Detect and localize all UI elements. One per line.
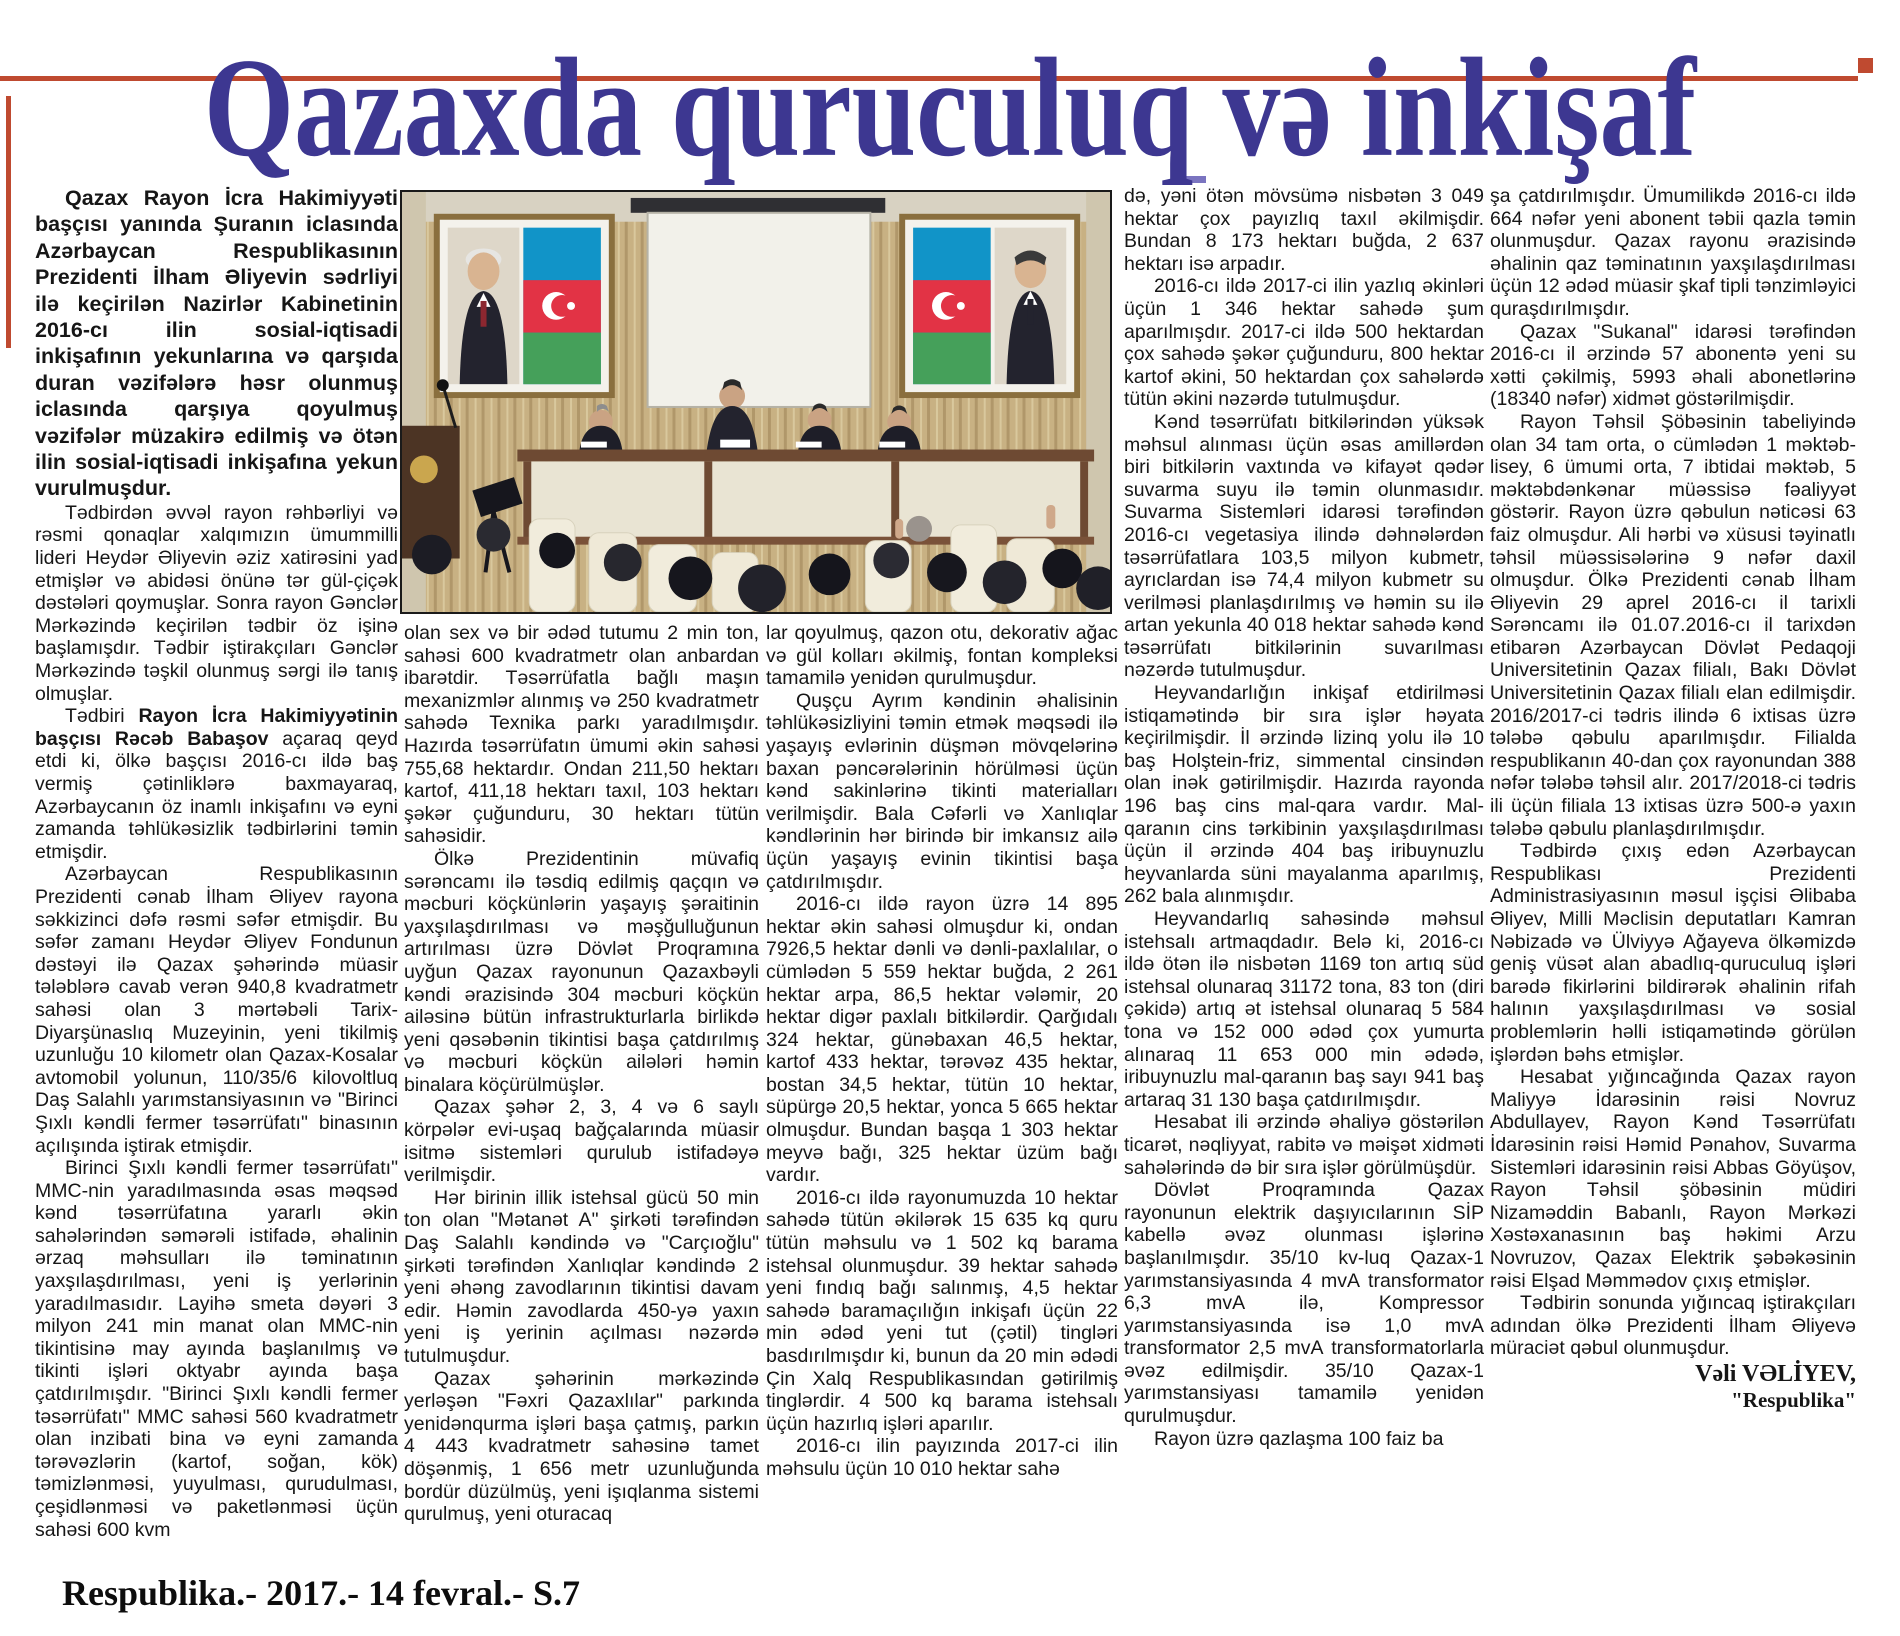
paragraph: Qazax şəhər 2, 3, 4 və 6 saylı körpələr evi-uşaq bağçalarında müasir isitmə sistemləri qurulub istifadəyə verilmişdir. (404, 1096, 759, 1187)
projection-screen (631, 198, 886, 407)
paragraph: lar qoyulmuş, qazon otu, dekorativ ağac və gül kolları əkilmiş, fontan kompleksi tamamilə yenidən qurulmuşdur. (766, 622, 1118, 690)
presidium-table (517, 440, 1094, 545)
text-column-4 (1124, 185, 1484, 1575)
paragraph: Heyvandarlıq sahəsində məhsul istehsalı artmaqdadır. Belə ki, 2016-cı ildə ötən ilə nisbətən 1169 ton artıq süd istehsal olunaraq 31172 tona, 83 ton (diri çəkidə) artıq ət istehsal olunaraq 5 584 tona və 152 000 ədəd çox yumurta alınaraq 11 653 000 min ədədə, iribuynuzlu mal-qaranın baş sayı 941 baş artaraq 31 130 başa çatdırılmışdır. (1124, 908, 1484, 1111)
paragraph: Kənd təsərrüfatı bitkilərindən yüksək məhsul alınması üçün əsas amillərdən biri bitkilərin vaxtında və kifayət qədər suvarma suyu ilə təmin olunmasıdır. Suvarma Sistemləri idarəsi tərəfindən 2016-cı vegetasiya ilində dəhnələrdən təsərrüfatlara 103,5 milyon kubmetr, ayrıclardan isə 74,4 milyon kubmetr su verilməsi planlaşdırılmış və həmin su ilə artan yekunla 40 018 hektar sahədə kənd təsərrüfatı bitkilərinin suvarılması nəzərdə tutulmuşdur. (1124, 410, 1484, 682)
paragraph: Tədbirdən əvvəl rayon rəhbərliyi və rəsmi qonaqlar xalqımızın ümummilli lideri Heydər Əliyevin əziz xatirəsini yad etmişlər və abidəsi önünə tər gül-çiçək dəstələri qoymuşlar. Sonra rayon Gənclər Mərkəzində keçirilən tədbir öz işinə başlamışdır. Tədbir iştirakçıları Gənclər Mərkəzində təşkil olunmuş sərgi ilə tanış olmuşlar. (35, 501, 398, 705)
article-headline: Qazaxda quruculuq və inkişaf (203, 30, 1697, 187)
paragraph: Rayon Təhsil Şöbəsinin tabeliyində olan 34 tam orta, o cümlədən 1 məktəb-lisey, 6 ümumi orta, 7 ibtidai məktəb, 5 məktəbdənkənar müəssisə fəaliyyət göstərir. Rayon üzrə qəbulun nəticəsi 63 faiz olmuşdur. Ali hərbi və xüsusi təyinatlı təhsil müəssisələrinə 9 nəfər daxil olmuşdur. Ölkə Prezidenti cənab İlham Əliyevin 29 aprel 2016-cı il tarixli Sərəncamı ilə 01.07.2016-cı il tarixdən etibarən Azərbaycan Dövlət Pedaqoji Universitetinin Qazax filialı, Bakı Dövlət Universitetinin Qazax filialı elan edilmişdir. 2016/2017-ci tədris ilində 6 ixtisas üzrə tələbə qəbulu aparılmışdır. Filialda respublikanın 40-dan çox rayonundan 388 nəfər tələbə təhsil alır. 2017/2018-ci tədris ili üçün filiala 13 ixtisas üzrə 500-ə yaxın tələbə qəbulu planlaşdırılmışdır. (1490, 410, 1856, 840)
paragraph: şa çatdırılmışdır. Ümumilikdə 2016-cı ildə 664 nəfər yeni abonent təbii qazla təmin olunmuşdur. Qazax rayonu ərazisində əhalinin qaz təminatının yaxşılaşdırılması üçün 12 ədəd müasir şkaf tipli tənzimləyici quraşdırılmışdır. (1490, 185, 1856, 320)
text-column-3 (766, 622, 1118, 1554)
paragraph: Hər birinin illik istehsal gücü 50 min ton olan "Mətanət A" şirkəti tərəfindən Daş Salahlı kəndində və "Carçıoğlu" şirkəti tərəfindən Xanlıqlar kəndində 2 yeni əhəng zavodlarının tikintisi davam edir. Həmin zavodlarda 450-yə yaxın yeni iş yerinin açılması nəzərdə tutulmuşdur. (404, 1186, 759, 1367)
paragraph: Qazax "Sukanal" idarəsi tərəfindən 2016-cı il ərzində 57 abonentə yeni su xətti çəkilmiş, 5993 əhali abonetlərinə (18340 nəfər) xidmət göstərilmişdir. (1490, 320, 1856, 411)
paragraph: Qazax Rayon İcra Hakimiyyəti başçısı yanında Şuranın iclasında Azərbaycan Respublikasının Prezidenti İlham Əliyevin sədrliyi ilə keçirilən Nazirlər Kabinetinin 2016-cı ilin sosial-iqtisadi inkişafının yekunlarına və qarşıda duran vəzifələrə həsr olunmuş iclasında qarşıya qoyulmuş vəzifələr müzakirə edilmiş və ötən ilin sosial-iqtisadi inkişafına yekun vurulmuşdur. (35, 186, 398, 501)
paragraph: olan sex və bir ədəd tutumu 2 min ton, sahəsi 600 kvadratmetr olan anbardan ibarətdir. Təsərrüfatla bağlı maşın mexanizmlər alınmış və 250 kvadratmetr sahədə Texnika parkı yaradılmışdır. Hazırda təsərrüfatın ümumi əkin sahəsi 755,68 hektardır. Ondan 211,50 hektarı kartof, 411,18 hektarı taxıl, 103 hektarı şəkər çuğunduru, 30 hektarı tütün sahəsidir. (404, 622, 759, 848)
heydar-aliyev-portrait (434, 214, 615, 398)
text-column-1 (35, 185, 398, 1567)
paragraph: Tədbirin sonunda yığıncaq iştirakçıları adından ölkə Prezidenti İlham Əliyevə müraciət qəbul olunmuşdur. (1490, 1292, 1856, 1360)
source-citation: Respublika.- 2017.- 14 fevral.- S.7 (62, 1573, 581, 1613)
paragraph: "Respublika" (1731, 1387, 1856, 1412)
paragraph: 2016-cı ildə 2017-ci ilin yazlıq əkinləri üçün 1 346 hektar sahədə şum aparılmışdır. 2017-ci ildə 500 hektardan çox sahədə şəkər çuğunduru, 800 hektar kartof əkini, 50 hektardan çox sahələrdə tütün əkini nəzərdə tutulmuşdur. (1124, 275, 1484, 411)
conference-photo-graphic (402, 192, 1110, 612)
paragraph: 2016-cı ildə rayon üzrə 14 895 hektar əkin sahəsi olmuşdur ki, ondan 7926,5 hektar dənli və dənli-paxlalılar, o cümlədən 5 559 hektar buğda, 2 261 hektar arpa, 86,5 hektar vələmir, 20 hektar digər paxlalı bitkilərdir. Qarğıdalı 324 hektar, günəbaxan 46,5 hektar, kartof 433 hektar, tərəvəz 435 hektar, bostan 34,5 hektar, tütün 10 hektar, süpürgə 20,5 hektar, yonca 5 665 hektar olmuşdur. Bundan başqa 1 303 hektar meyvə bağı, 325 hektar üzüm bağı vardır. (766, 893, 1118, 1187)
text-column-2 (404, 622, 759, 1568)
paragraph: Hesabat yığıncağında Qazax rayon Maliyyə İdarəsinin rəisi Novruz Abdullayev, Rayon Kənd Təsərrüfatı İdarəsinin rəisi Həmid Pənahov, Suvarma Sistemləri idarəsinin rəisi Abbas Göyüşov, Rayon Təhsil şöbəsinin müdiri Nizaməddin Babanlı, Rayon Mərkəzi Xəstəxanasının baş həkimi Arzu Novruzov, Qazax Elektrik şəbəkəsinin rəisi Elşad Məmmədov çıxış etmişlər. (1490, 1066, 1856, 1292)
paragraph: Azərbaycan Respublikasının Prezidenti cənab İlham Əliyev rayona səkkizinci dəfə rəsmi səfər etmişdir. Bu səfər zamanı Heydər Əliyev Fondunun dəstəyi ilə Qazax şəhərində müasir tələblərə cavab verən 940,8 kvadratmetr sahəsi olan 3 mərtəbəli Tarix-Diyarşünaslıq Muzeyinin, yeni tikilmiş uzunluğu 10 kilometr olan Qazax-Kosalar avtomobil yolunun, 110/35/6 kilovoltluq Daş Salahlı yarımstansiyasının və "Birinci Şıxlı kəndli fermer təsərrüfatı" binasının açılışında iştirak etmişdir. (35, 863, 398, 1157)
paragraph: Birinci Şıxlı kəndli fermer təsərrüfatı" MMC-nin yaradılmasında əsas məqsəd kənd təsərrüfatına yararlı əkin sahələrindən səmərəli istifadə, əhalinin ərzaq məhsulları ilə təminatının yaxşılaşdırılması, yeni iş yerlərinin yaradılmasıdır. Layihə smeta dəyəri 3 milyon 241 min manat olan MMC-nin tikintisinə may ayında başlanılmış və tikinti işləri oktyabr ayında başa çatdırılmışdır. "Birinci Şıxlı kəndli fermer təsərrüfatı" MMC sahəsi 560 kvadratmetr olan inzibati bina və eyni zamanda tərəvəzlərin (kartof, soğan, kök) təmizlənməsi, yuyulması, qurudulması, çeşidlənməsi və paketlənməsi üçün sahəsi 600 kvm (35, 1157, 398, 1541)
paragraph: Vəli VƏLİYEV, (1695, 1360, 1856, 1387)
paragraph: Quşçu Ayrım kəndinin əhalisinin təhlükəsizliyini təmin etmək məqsədi ilə yaşayış evlərinin düşmən mövqelərinə baxan pəncərələrinin hörülməsi üçün kənd sakinlərinə tikinti materialları verilmişdir. Bala Cəfərli və Xanlıqlar kəndlərinin hər birində bir imkansız ailə üçün yaşayış evinin tikintisi başa çatdırılmışdır. (766, 689, 1118, 893)
paragraph: Heyvandarlığın inkişaf etdirilməsi istiqamətində bir sıra işlər həyata keçirilmişdir. İl ərzində lizinq yolu ilə 10 baş Holştein-friz, simmental cinsindən olan inək gətirilmişdir. Hazırda rayonda 196 baş cins mal-qara vardır. Mal-qaranın cins tərkibinin yaxşılaşdırılması üçün il ərzində 404 baş iribuynuzlu heyvanlarda süni mayalanma aparılmış, 262 bala alınmışdır. (1124, 682, 1484, 908)
text-column-5 (1490, 185, 1856, 1567)
paragraph: 2016-cı ildə rayonumuzda 10 hektar sahədə tütün əkilərək 15 635 kq quru tütün məhsulu və 1 502 kq barama istehsal olunmuşdur. 39 hektar sahədə yeni fındıq bağı salınmış, 4,5 hektar sahədə baramaçılığın inkişafı üçün 22 min ədəd yeni tut (çətil) tingləri basdırılmışdır ki, bunun da 20 min ədədi Çin Xalq Respublikasından gətirilmiş tinglərdir. 4 500 kq barama istehsalı üçün hazırlıq işləri aparılır. (766, 1186, 1118, 1435)
paragraph: 2016-cı ilin payızında 2017-ci ilin məhsulu üçün 10 010 hektar sahə (766, 1435, 1118, 1480)
paragraph: Tədbiri Rayon İcra Hakimiyyətinin başçısı Rəcəb Babaşov açaraq qeyd etdi ki, ölkə başçısı 2016-cı ildə baş vermiş çətinliklərə baxmayaraq, Azərbaycanın öz inamlı inkişafını və eyni zamanda təhlükəsizlik tədbirlərini təmin etmişdir. (35, 705, 398, 863)
conference-photo (400, 190, 1112, 614)
paragraph: Ölkə Prezidentinin müvafiq sərəncamı ilə təsdiq edilmiş qaçqın və məcburi köçkünlərin yaşayış şəraitinin yaxşılaşdırılması və məşğulluğunun artırılması üzrə Dövlət Proqramına uyğun Qazax rayonunun Qazaxbəyli kəndi ərazisində 304 məcburi köçkün ailəsinə bütün infrastrukturlarla birlikdə yeni qəsəbənin tikintisi başa çatdırılmış və məcburi köçkün ailələri həmin binalara köçürülmüşlər. (404, 847, 759, 1096)
ilham-aliyev-portrait (899, 214, 1080, 398)
paragraph: Tədbirdə çıxış edən Azərbaycan Respublikası Prezidenti Administrasiyasının məsul işçisi Əlibaba Əliyev, Milli Məclisin deputatları Kamran Nəbizadə və Ülviyyə Ağayeva ölkəmizdə geniş vüsət alan abadlıq-quruculuq işləri barədə fikirlərini bildirərək əhalinin rifah halının yaxşılaşdırılması və sosial problemlərin həlli istiqamətində görülən işlərdən bəhs etmişlər. (1490, 840, 1856, 1066)
paragraph: Qazax şəhərinin mərkəzində yerləşən "Fəxri Qazaxlılar" parkında yenidənqurma işləri başa çatmış, parkın 4 443 kvadratmetr sahəsinə tamet döşənmiş, 1 656 metr uzunluğunda bordür düzülmüş, yeni işıqlanma sistemi qurulmuş, yeni oturacaq (404, 1367, 759, 1526)
paragraph: Hesabat ili ərzində əhaliyə göstərilən ticarət, nəqliyyat, rabitə və məişət xidməti sahələrində də bir sıra işlər görülmüşdür. (1124, 1111, 1484, 1179)
paragraph: Dövlət Proqramında Qazax rayonunun elektrik daşıyıcılarının SİP kabellə əvəz olunması işlərinə başlanılmışdır. 35/10 kv-luq Qazax-1 yarımstansiyasında 4 mvA transformator 6,3 mvA ilə, Kompressor yarımstansiyasında isə 1,0 mvA transformator 2,5 mvA transformatorlarla əvəz edilmişdir. 35/10 Qazax-1 yarımstansiyası tamamilə yenidən qurulmuşdur. (1124, 1179, 1484, 1428)
paragraph: də, yəni ötən mövsümə nisbətən 3 049 hektar çox payızlıq taxıl əkilmişdir. Bundan 8 173 hektarı buğda, 2 637 hektarı isə arpadır. (1124, 185, 1484, 275)
paragraph: Rayon üzrə qazlaşma 100 faiz ba (1154, 1427, 1444, 1450)
